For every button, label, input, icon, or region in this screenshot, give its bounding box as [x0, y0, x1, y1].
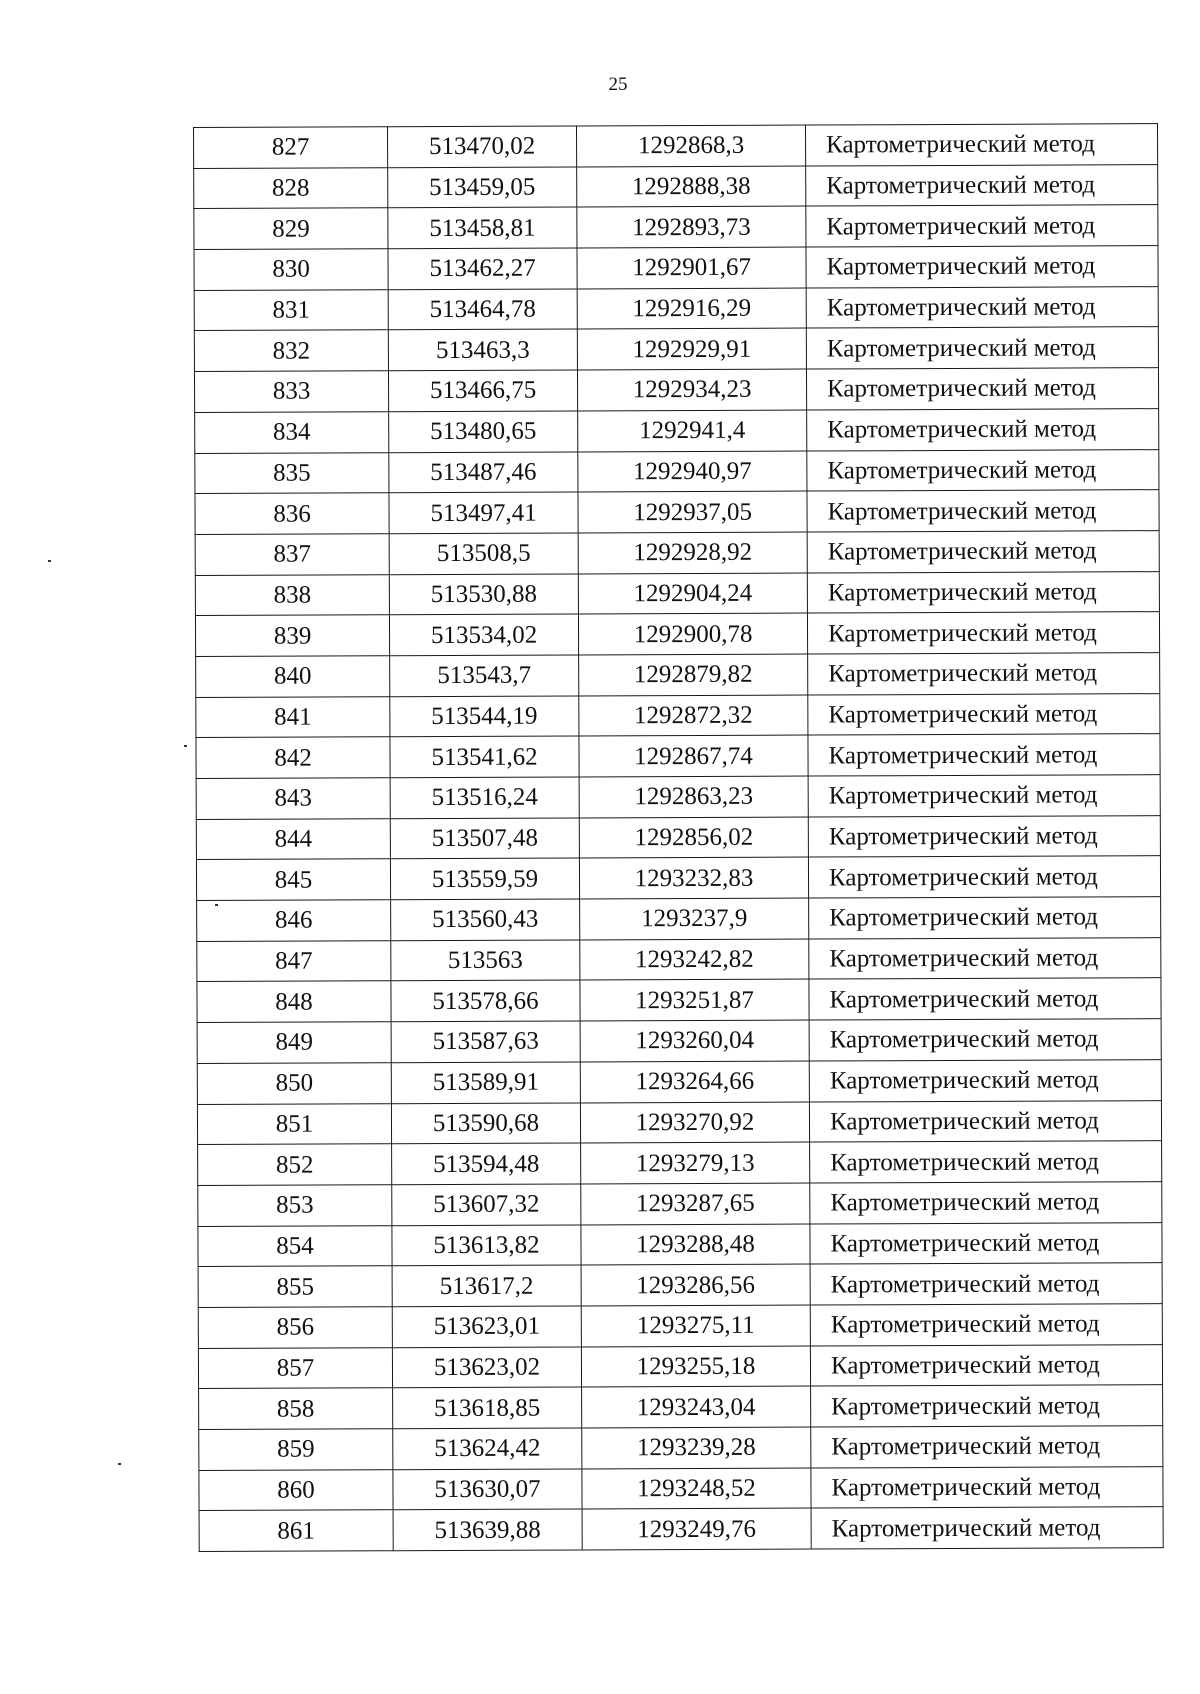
x-coordinate-cell: 513613,82 — [392, 1225, 581, 1266]
method-cell: Картометрический метод — [810, 1263, 1162, 1305]
x-coordinate-cell: 513578,66 — [391, 980, 580, 1021]
x-coordinate-cell: 513560,43 — [391, 899, 580, 940]
y-coordinate-cell: 1292916,29 — [577, 288, 806, 330]
y-coordinate-cell: 1293239,28 — [582, 1427, 811, 1469]
x-coordinate-cell: 513590,68 — [391, 1102, 580, 1143]
y-coordinate-cell: 1292867,74 — [579, 735, 808, 777]
y-coordinate-cell: 1292856,02 — [579, 817, 808, 859]
table-row — [194, 124, 1158, 169]
method-cell: Картометрический метод — [810, 1222, 1162, 1264]
y-coordinate-cell: 1293232,83 — [579, 857, 808, 899]
method-cell: Картометрический метод — [809, 937, 1161, 979]
scan-speck — [118, 1463, 121, 1465]
point-number-cell: 838 — [195, 574, 389, 615]
point-number-cell: 842 — [196, 737, 390, 778]
y-coordinate-cell: 1293249,76 — [582, 1508, 811, 1550]
x-coordinate-cell: 513462,27 — [388, 248, 577, 289]
x-coordinate-cell: 513543,7 — [390, 655, 579, 696]
y-coordinate-cell: 1293255,18 — [581, 1346, 810, 1388]
y-coordinate-cell: 1293242,82 — [580, 939, 809, 981]
y-coordinate-cell: 1292928,92 — [578, 532, 807, 574]
y-coordinate-cell: 1293237,9 — [580, 898, 809, 940]
table-row — [195, 449, 1159, 494]
x-coordinate-cell: 513544,19 — [390, 696, 579, 737]
table-row — [194, 368, 1158, 413]
y-coordinate-cell: 1293287,65 — [581, 1183, 810, 1225]
point-number-cell: 855 — [198, 1266, 392, 1307]
y-coordinate-cell: 1292901,67 — [577, 247, 806, 289]
y-coordinate-cell: 1293243,04 — [582, 1386, 811, 1428]
scan-speck — [48, 560, 51, 562]
x-coordinate-cell: 513464,78 — [388, 289, 577, 330]
method-cell: Картометрический метод — [806, 286, 1158, 328]
method-cell: Картометрический метод — [807, 612, 1159, 654]
y-coordinate-cell: 1292941,4 — [578, 410, 807, 452]
method-cell: Картометрический метод — [807, 408, 1159, 450]
point-number-cell: 827 — [194, 127, 388, 168]
x-coordinate-cell: 513541,62 — [390, 736, 579, 777]
y-coordinate-cell: 1292888,38 — [577, 166, 806, 208]
method-cell: Картометрический метод — [810, 1344, 1162, 1386]
y-coordinate-cell: 1292863,23 — [579, 776, 808, 818]
method-cell: Картометрический метод — [809, 1019, 1161, 1061]
y-coordinate-cell: 1292904,24 — [578, 573, 807, 615]
method-cell: Картометрический метод — [807, 531, 1159, 573]
x-coordinate-cell: 513594,48 — [392, 1143, 581, 1184]
point-number-cell: 849 — [197, 1022, 391, 1063]
table-row — [195, 408, 1159, 453]
method-cell: Картометрический метод — [809, 978, 1161, 1020]
y-coordinate-cell: 1292879,82 — [579, 654, 808, 696]
point-number-cell: 852 — [198, 1144, 392, 1185]
table-row — [198, 1222, 1162, 1267]
method-cell: Картометрический метод — [811, 1507, 1163, 1549]
x-coordinate-cell: 513497,41 — [389, 492, 578, 533]
method-cell: Картометрический метод — [808, 734, 1160, 776]
x-coordinate-cell: 513470,02 — [388, 126, 577, 167]
y-coordinate-cell: 1292940,97 — [578, 451, 807, 493]
point-number-cell: 850 — [197, 1063, 391, 1104]
y-coordinate-cell: 1292934,23 — [577, 369, 806, 411]
method-cell: Картометрический метод — [806, 246, 1158, 288]
point-number-cell: 845 — [196, 859, 390, 900]
table-row — [195, 571, 1159, 616]
x-coordinate-cell: 513589,91 — [391, 1062, 580, 1103]
point-number-cell: 833 — [194, 371, 388, 412]
table-row — [194, 327, 1158, 372]
x-coordinate-cell: 513587,63 — [391, 1021, 580, 1062]
point-number-cell: 831 — [194, 289, 388, 330]
method-cell: Картометрический метод — [805, 124, 1157, 166]
table-row — [194, 205, 1158, 250]
point-number-cell: 836 — [195, 493, 389, 534]
table-row — [197, 897, 1161, 942]
y-coordinate-cell: 1292937,05 — [578, 491, 807, 533]
table-row — [197, 937, 1161, 982]
table-row — [195, 490, 1159, 535]
point-number-cell: 858 — [199, 1388, 393, 1429]
point-number-cell: 839 — [195, 615, 389, 656]
table-row — [198, 1304, 1162, 1349]
table-row — [197, 978, 1161, 1023]
y-coordinate-cell: 1293260,04 — [580, 1020, 809, 1062]
point-number-cell: 860 — [199, 1469, 393, 1510]
point-number-cell: 828 — [194, 167, 388, 208]
method-cell: Картометрический метод — [808, 775, 1160, 817]
method-cell: Картометрический метод — [806, 164, 1158, 206]
x-coordinate-cell: 513559,59 — [390, 858, 579, 899]
y-coordinate-cell: 1292929,91 — [577, 328, 806, 370]
y-coordinate-cell: 1292893,73 — [577, 206, 806, 248]
table-row — [199, 1385, 1163, 1430]
x-coordinate-cell: 513480,65 — [389, 411, 578, 452]
point-number-cell: 857 — [198, 1347, 392, 1388]
y-coordinate-cell: 1293275,11 — [581, 1305, 810, 1347]
point-number-cell: 854 — [198, 1225, 392, 1266]
table-row — [197, 1019, 1161, 1064]
x-coordinate-cell: 513639,88 — [393, 1509, 582, 1550]
method-cell: Картометрический метод — [809, 897, 1161, 939]
y-coordinate-cell: 1292872,32 — [579, 695, 808, 737]
table-row — [198, 1344, 1162, 1389]
x-coordinate-cell: 513463,3 — [388, 329, 577, 370]
method-cell: Картометрический метод — [807, 449, 1159, 491]
point-number-cell: 859 — [199, 1429, 393, 1470]
coordinates-table — [193, 123, 1164, 1552]
y-coordinate-cell: 1293248,52 — [582, 1468, 811, 1510]
table-row — [194, 246, 1158, 291]
point-number-cell: 853 — [198, 1185, 392, 1226]
table-row — [197, 1100, 1161, 1145]
x-coordinate-cell: 513534,02 — [389, 614, 578, 655]
x-coordinate-cell: 513623,01 — [392, 1306, 581, 1347]
table-row — [199, 1466, 1163, 1511]
x-coordinate-cell: 513563 — [391, 940, 580, 981]
point-number-cell: 837 — [195, 534, 389, 575]
method-cell: Картометрический метод — [807, 490, 1159, 532]
point-number-cell: 834 — [195, 412, 389, 453]
y-coordinate-cell: 1293251,87 — [580, 979, 809, 1021]
x-coordinate-cell: 513516,24 — [390, 777, 579, 818]
point-number-cell: 841 — [196, 696, 390, 737]
coordinates-table-body — [194, 124, 1164, 1552]
table-row — [198, 1263, 1162, 1308]
method-cell: Картометрический метод — [806, 205, 1158, 247]
x-coordinate-cell: 513458,81 — [388, 207, 577, 248]
method-cell: Картометрический метод — [810, 1304, 1162, 1346]
scan-speck — [215, 904, 218, 906]
x-coordinate-cell: 513618,85 — [393, 1387, 582, 1428]
table-row — [196, 693, 1160, 738]
table-row — [196, 775, 1160, 820]
table-row — [196, 734, 1160, 779]
point-number-cell: 829 — [194, 208, 388, 249]
method-cell: Картометрический метод — [810, 1141, 1162, 1183]
x-coordinate-cell: 513530,88 — [389, 574, 578, 615]
x-coordinate-cell: 513617,2 — [392, 1265, 581, 1306]
point-number-cell: 861 — [199, 1510, 393, 1551]
table-row — [194, 164, 1158, 209]
method-cell: Картометрический метод — [808, 693, 1160, 735]
y-coordinate-cell: 1292868,3 — [576, 125, 805, 167]
scan-speck — [184, 745, 187, 747]
method-cell: Картометрический метод — [806, 368, 1158, 410]
method-cell: Картометрический метод — [811, 1426, 1163, 1468]
y-coordinate-cell: 1293288,48 — [581, 1224, 810, 1266]
point-number-cell: 847 — [197, 940, 391, 981]
table-row — [198, 1181, 1162, 1226]
y-coordinate-cell: 1293270,92 — [580, 1102, 809, 1144]
table-row — [198, 1141, 1162, 1186]
x-coordinate-cell: 513508,5 — [389, 533, 578, 574]
point-number-cell: 846 — [197, 900, 391, 941]
method-cell: Картометрический метод — [806, 327, 1158, 369]
method-cell: Картометрический метод — [811, 1385, 1163, 1427]
point-number-cell: 840 — [196, 656, 390, 697]
x-coordinate-cell: 513630,07 — [393, 1469, 582, 1510]
y-coordinate-cell: 1293264,66 — [580, 1061, 809, 1103]
page-number: 25 — [608, 74, 628, 95]
x-coordinate-cell: 513487,46 — [389, 451, 578, 492]
method-cell: Картометрический метод — [808, 653, 1160, 695]
point-number-cell: 843 — [196, 778, 390, 819]
point-number-cell: 844 — [196, 818, 390, 859]
table-row — [195, 612, 1159, 657]
point-number-cell: 856 — [198, 1307, 392, 1348]
table-row — [197, 1059, 1161, 1104]
y-coordinate-cell: 1293279,13 — [581, 1142, 810, 1184]
x-coordinate-cell: 513466,75 — [388, 370, 577, 411]
method-cell: Картометрический метод — [807, 571, 1159, 613]
table-row — [195, 531, 1159, 576]
point-number-cell: 830 — [194, 249, 388, 290]
method-cell: Картометрический метод — [811, 1466, 1163, 1508]
point-number-cell: 835 — [195, 452, 389, 493]
point-number-cell: 851 — [197, 1103, 391, 1144]
x-coordinate-cell: 513459,05 — [388, 167, 577, 208]
x-coordinate-cell: 513623,02 — [392, 1347, 581, 1388]
method-cell: Картометрический метод — [809, 1100, 1161, 1142]
point-number-cell: 848 — [197, 981, 391, 1022]
x-coordinate-cell: 513624,42 — [393, 1428, 582, 1469]
table-row — [196, 856, 1160, 901]
table-row — [194, 286, 1158, 331]
x-coordinate-cell: 513507,48 — [390, 818, 579, 859]
x-coordinate-cell: 513607,32 — [392, 1184, 581, 1225]
method-cell: Картометрический метод — [808, 815, 1160, 857]
table-row — [196, 653, 1160, 698]
table-row — [199, 1426, 1163, 1471]
table-row — [199, 1507, 1163, 1552]
method-cell: Картометрический метод — [808, 856, 1160, 898]
point-number-cell: 832 — [194, 330, 388, 371]
table-row — [196, 815, 1160, 860]
method-cell: Картометрический метод — [810, 1181, 1162, 1223]
y-coordinate-cell: 1292900,78 — [578, 613, 807, 655]
method-cell: Картометрический метод — [809, 1059, 1161, 1101]
y-coordinate-cell: 1293286,56 — [581, 1264, 810, 1306]
